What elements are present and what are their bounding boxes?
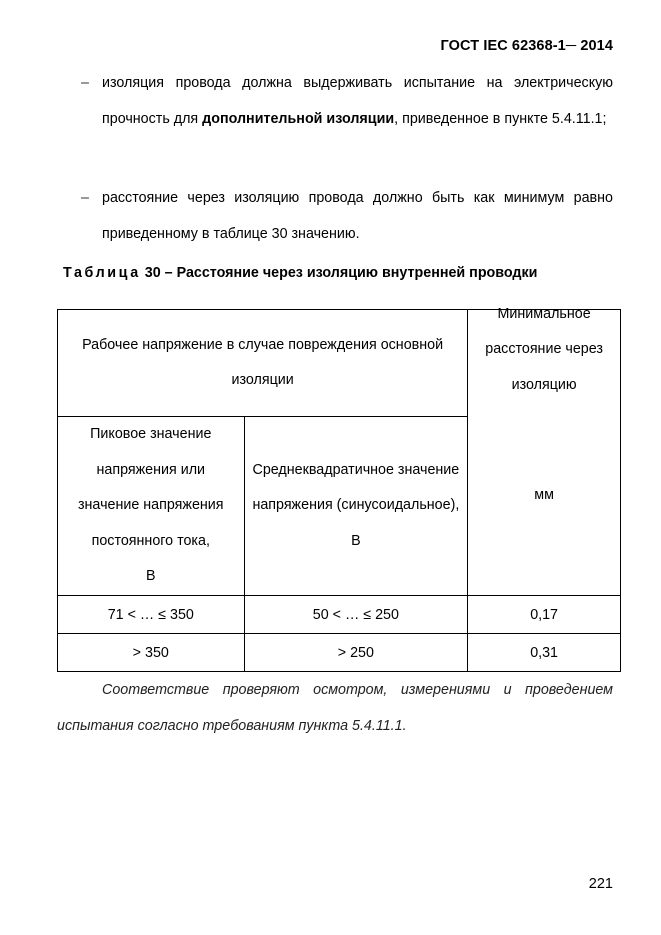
table-row <box>58 634 621 672</box>
document-header: ГОСТ IEC 62368-1─ 2014 <box>440 38 613 54</box>
bullet-dash: – <box>81 190 89 206</box>
header-rms-voltage <box>244 417 468 596</box>
cell-rms-value: > 250 <box>337 645 374 661</box>
list-item-text: расстояние через изоляцию провода должно быть как минимум равно приведенному в таблице 30 значению. <box>102 190 613 242</box>
cell-peak <box>58 596 245 634</box>
cell-rms-value: 50 < … ≤ 250 <box>312 607 399 623</box>
cell-distance-value: 0,17 <box>530 607 559 623</box>
table-caption <box>63 265 537 281</box>
cell-rms <box>244 596 468 634</box>
table-caption-label: Таблица <box>63 265 141 281</box>
table-caption-number: 30 <box>144 265 161 281</box>
list-item-text-part: изоляция провода должна выдерживать испытание на электрическую прочность для <box>102 75 613 127</box>
page-number: 221 <box>588 876 613 892</box>
bullet-dash: – <box>81 75 89 91</box>
table-caption-title: – Расстояние через изоляцию внутренней проводки <box>164 265 538 281</box>
table-row <box>58 596 621 634</box>
cell-rms <box>244 634 468 672</box>
cell-peak <box>58 634 245 672</box>
cell-peak-value: 71 < … ≤ 350 <box>107 607 194 623</box>
cell-distance <box>468 634 621 672</box>
header-peak-voltage-unit: В <box>146 568 156 585</box>
header-rms-voltage-unit: В <box>351 532 361 549</box>
cell-distance <box>468 596 621 634</box>
list-item-text <box>102 66 613 137</box>
insulation-distance-table <box>57 305 621 672</box>
header-min-distance-unit: мм <box>534 487 554 503</box>
compliance-note-text: Соответствие проверяют осмотром, измерениями и проведением испытания согласно требованиям пункта 5.4.11.1. <box>57 682 613 734</box>
header-peak-voltage <box>58 417 245 596</box>
table-header-row <box>58 310 621 417</box>
compliance-note <box>57 673 613 744</box>
list-item <box>57 66 613 137</box>
defined-term: дополнительной изоляции <box>202 110 395 127</box>
cell-peak-value: > 350 <box>132 645 169 661</box>
cell-distance-value: 0,31 <box>530 645 559 661</box>
header-working-voltage: Рабочее напряжение в случае повреждения основной изоляции <box>58 310 468 417</box>
header-peak-voltage-label: Пиковое значение напряжения или значение напряжения постоянного тока, <box>77 426 224 549</box>
header-min-distance <box>468 305 621 596</box>
list-item-text-part: , приведенное в пункте 5.4.11.1; <box>394 110 607 127</box>
header-min-distance-label: Минимальное расстояние через изоляцию <box>485 305 603 393</box>
header-rms-voltage-label: Среднеквадратичное значение напряжения (синусоидальное), <box>252 461 460 514</box>
list-item <box>57 181 613 252</box>
